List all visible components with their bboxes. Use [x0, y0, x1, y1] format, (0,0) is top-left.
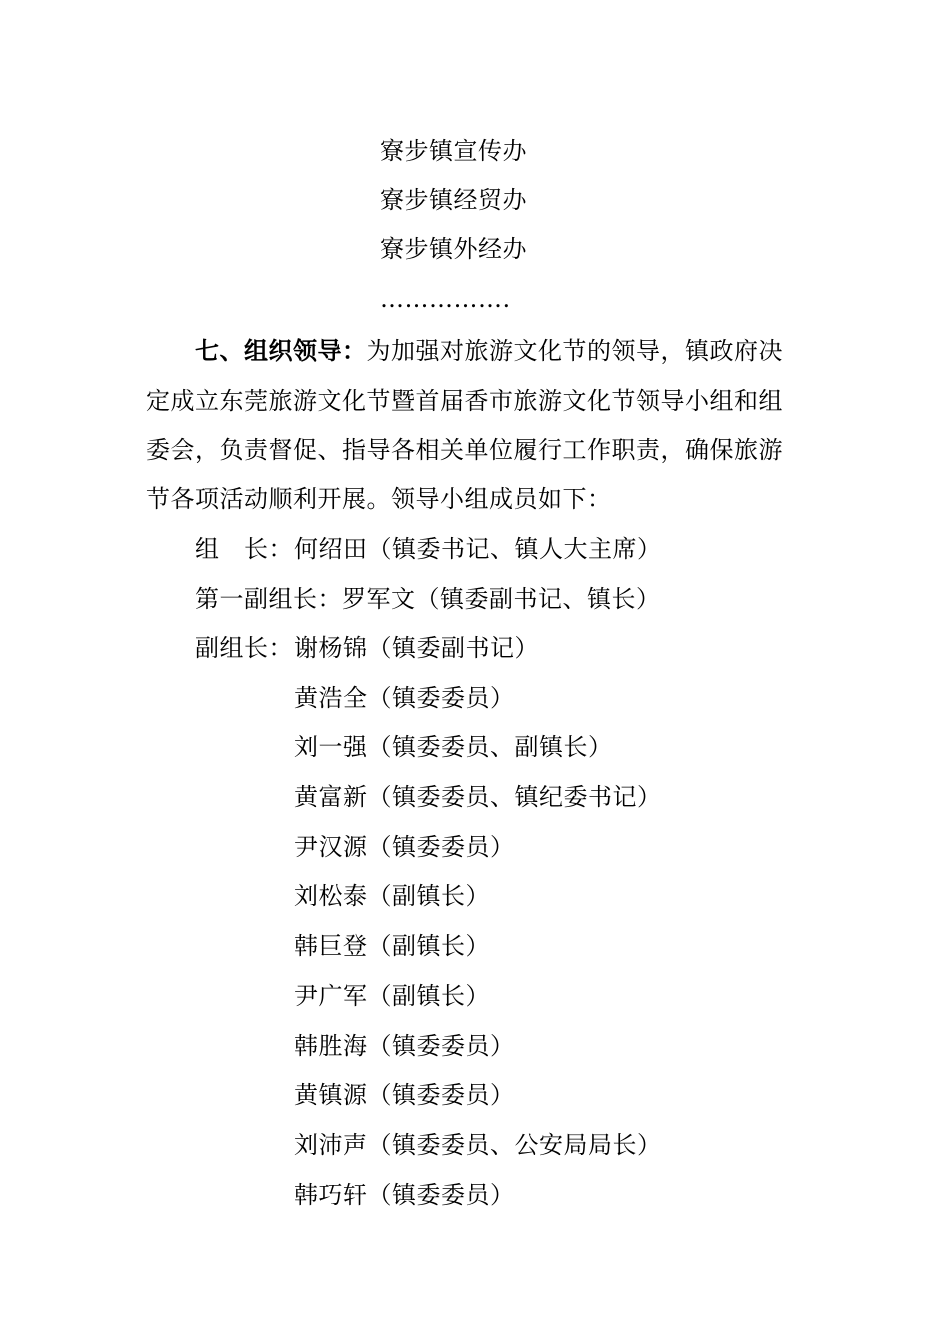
first-deputy-label: 第一副组长： — [195, 585, 342, 613]
deputies-label: 副组长： — [195, 634, 293, 662]
department-line: 寮步镇经贸办 — [380, 186, 527, 214]
first-deputy-value: 罗军文（镇委副书记、镇长） — [342, 585, 661, 613]
section-text: 为加强对旅游文化节的领导，镇政府决 — [366, 337, 783, 365]
deputy-member: 韩巨登（副镇长） — [294, 932, 490, 960]
deputy-member: 尹汉源（镇委委员） — [294, 833, 515, 861]
department-line: 寮步镇宣传办 — [380, 137, 527, 165]
deputy-member: 韩胜海（镇委委员） — [294, 1032, 515, 1060]
leader-label: 组 长： — [195, 535, 293, 563]
deputy-member: 黄镇源（镇委委员） — [294, 1081, 515, 1109]
leader-value: 何绍田（镇委书记、镇人大主席） — [294, 535, 662, 563]
ellipsis-line: ……………. — [380, 285, 511, 313]
first-deputy-row — [195, 584, 661, 614]
section-text-line: 定成立东莞旅游文化节暨首届香市旅游文化节领导小组和组 — [146, 387, 783, 415]
deputy-member: 谢杨锦（镇委副书记） — [294, 634, 539, 662]
deputy-member: 尹广军（副镇长） — [294, 982, 490, 1010]
section-text-line: 委会，负责督促、指导各相关单位履行工作职责，确保旅游 — [146, 436, 783, 464]
deputy-member: 韩巧轩（镇委委员） — [294, 1181, 515, 1209]
deputy-member: 刘沛声（镇委委员、公安局局长） — [294, 1131, 662, 1159]
deputy-member: 刘松泰（副镇长） — [294, 882, 490, 910]
department-line: 寮步镇外经办 — [380, 235, 527, 263]
section-text-line: 节各项活动顺利开展。领导小组成员如下： — [146, 485, 612, 513]
section-first-line — [195, 336, 783, 366]
deputy-member: 刘一强（镇委委员、副镇长） — [294, 733, 613, 761]
deputy-member: 黄浩全（镇委委员） — [294, 684, 515, 712]
deputy-member: 黄富新（镇委委员、镇纪委书记） — [294, 783, 662, 811]
section-heading: 七、组织领导： — [195, 336, 367, 365]
